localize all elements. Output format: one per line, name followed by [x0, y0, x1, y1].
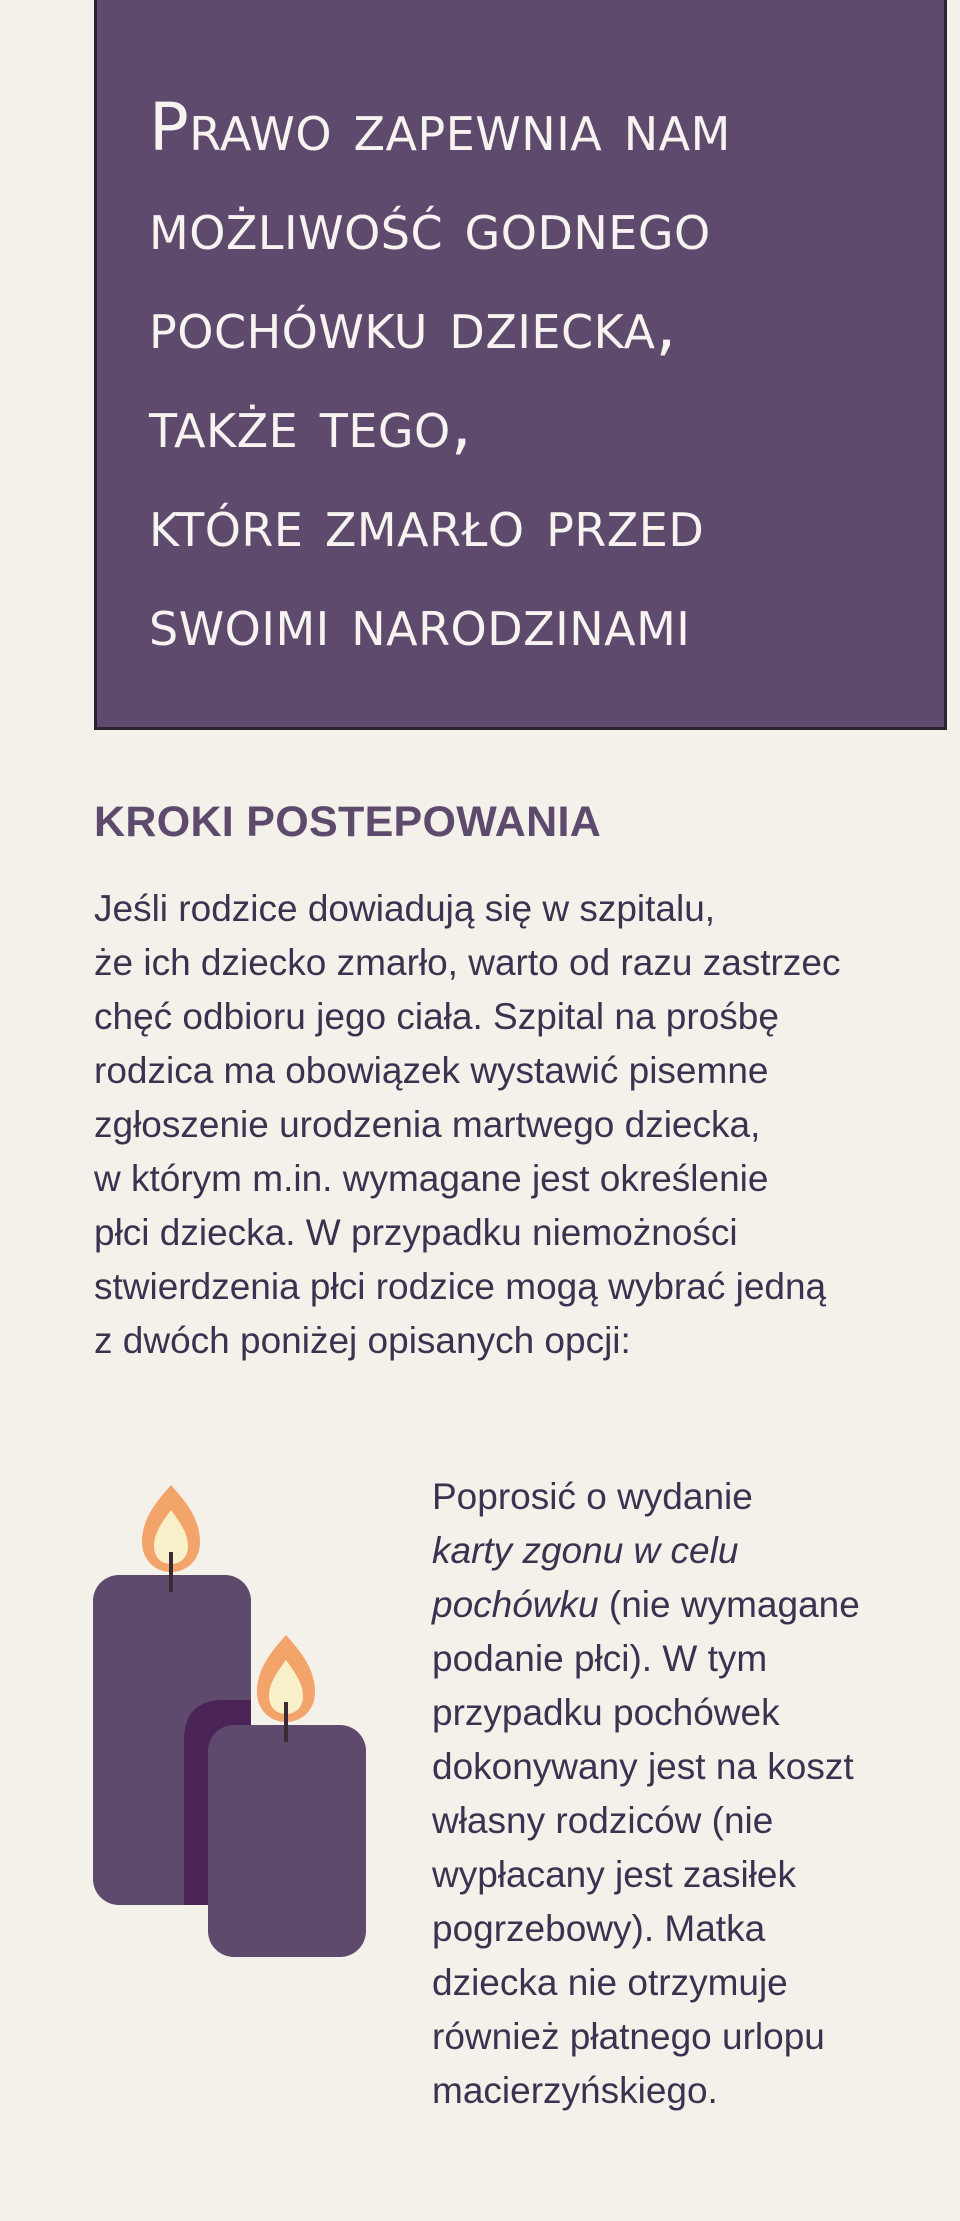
intro-line: płci dziecka. W przypadku niemożności — [94, 1212, 738, 1253]
intro-line: że ich dziecko zmarło, warto od razu zastrzec — [94, 942, 841, 983]
headline-line: Prawo zapewnia nam — [149, 89, 731, 166]
option-description — [432, 1470, 952, 2118]
option-line: własny rodziców (nie — [432, 1800, 774, 1841]
option-line — [432, 1578, 952, 1632]
headline-line: także tego, — [149, 386, 473, 463]
intro-line: zgłoszenie urodzenia martwego dziecka, — [94, 1104, 761, 1145]
option-line: również płatnego urlopu — [432, 2016, 825, 2057]
intro-line: z dwóch poniżej opisanych opcji: — [94, 1320, 631, 1361]
intro-line: chęć odbioru jego ciała. Szpital na prośbę — [94, 996, 779, 1037]
option-line: wypłacany jest zasiłek — [432, 1854, 796, 1895]
option-line-rest: (nie wymagane — [598, 1584, 860, 1625]
intro-line: stwierdzenia płci rodzice mogą wybrać jedną — [94, 1266, 827, 1307]
headline-line: pochówku dziecka, — [149, 287, 677, 364]
option-emphasis: pochówku — [432, 1584, 599, 1625]
option-line — [432, 1524, 952, 1578]
candles-icon — [90, 1480, 370, 1960]
section-heading: KROKI POSTEPOWANIA — [94, 798, 602, 846]
option-line: pogrzebowy). Matka — [432, 1908, 766, 1949]
headline-line: swoimi narodzinami — [149, 584, 691, 661]
small-candle-body — [208, 1725, 366, 1957]
option-line: dziecka nie otrzymuje — [432, 1962, 788, 2003]
headline-banner — [94, 0, 947, 730]
option-line: Poprosić o wydanie — [432, 1476, 753, 1517]
option-emphasis: karty zgonu w celu — [432, 1530, 739, 1571]
option-line: przypadku pochówek — [432, 1692, 780, 1733]
headline-line: możliwość godnego — [149, 188, 711, 265]
headline-line: które zmarło przed — [149, 485, 705, 562]
option-line: macierzyńskiego. — [432, 2070, 718, 2111]
intro-line: Jeśli rodzice dowiadują się w szpitalu, — [94, 888, 716, 929]
option-line: podanie płci). W tym — [432, 1638, 768, 1679]
intro-line: w którym m.in. wymagane jest określenie — [94, 1158, 769, 1199]
headline-text — [149, 78, 929, 672]
intro-paragraph — [94, 882, 960, 1368]
option-line: dokonywany jest na koszt — [432, 1746, 854, 1787]
intro-line: rodzica ma obowiązek wystawić pisemne — [94, 1050, 769, 1091]
